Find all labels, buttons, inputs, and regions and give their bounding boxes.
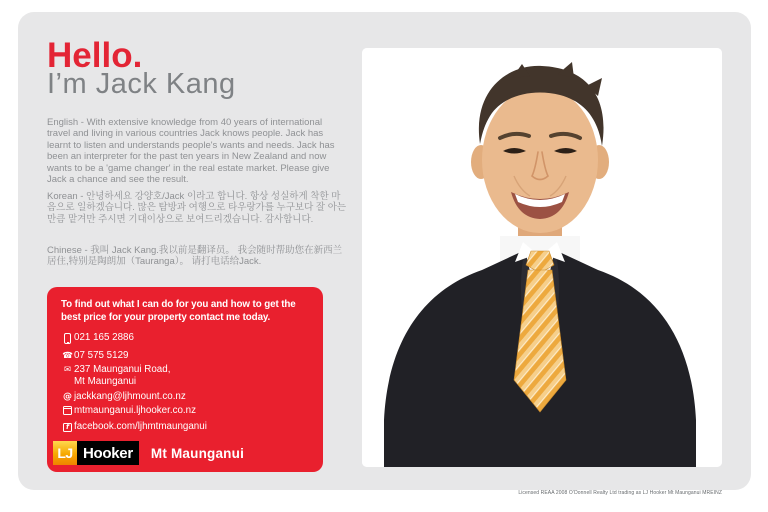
profile-panel — [18, 12, 751, 490]
contact-heading: To find out what I can do for you and how to get the best price for your property contact me today. — [61, 299, 296, 323]
logo-hooker-box: Hooker — [77, 441, 139, 465]
greeting-heading: Hello. — [47, 36, 143, 75]
contact-row-website — [61, 405, 310, 420]
mail-icon: ✉ — [63, 365, 72, 376]
logo-lj-square: LJ — [53, 441, 77, 465]
license-disclaimer: Licensed REAA 2008 O’Donnell Realty Ltd trading as LJ Hooker Mt Maunganui MREINZ — [518, 490, 722, 496]
contact-card — [47, 287, 323, 472]
email-address[interactable]: jackkang@ljhmount.co.nz — [74, 390, 186, 402]
phone-number[interactable]: 07 575 5129 — [74, 350, 129, 362]
website-url[interactable]: mtmaunganui.ljhooker.co.nz — [74, 404, 196, 416]
phone-icon: ☎ — [62, 351, 73, 362]
office-name: Mt Maunganui — [150, 445, 245, 461]
address-line-1: 237 Maunganui Road, — [74, 364, 171, 376]
website-icon — [61, 405, 74, 420]
agent-portrait-illustration — [362, 48, 722, 467]
bio-korean: Korean - 안녕하세요 강양호/Jack 이라고 합니다. 항상 성실하게 착한 마음으로 일하겠습니다. 많은 탐방과 여행으로 타우랑가를 누구보다 잘 아는 만큼 맡겨만 주시면 기대이상으로 보여드리겠습니다. 감사합니다. — [47, 190, 347, 225]
contact-row-mobile — [61, 332, 310, 348]
bio-english: English - With extensive knowledge from 40 years of international travel and living in various countries Jack knows people. Jack has learnt to listen and understands people's wants and needs. Jack has been an interpreter for the past ten years in New Zealand and now wants to be a 'game changer' in the real estate market. Please give Jack a chance and see the result. — [47, 116, 335, 186]
address-line-2: Mt Maunganui — [74, 376, 137, 388]
at-icon: @ — [63, 391, 72, 402]
facebook-icon: f — [61, 421, 74, 433]
contact-row-facebook — [61, 421, 310, 433]
contact-row-phone — [61, 350, 310, 362]
contact-list — [61, 332, 310, 433]
mobile-number[interactable]: 021 165 2886 — [74, 332, 134, 343]
contact-row-address — [61, 364, 310, 388]
ljhooker-logo[interactable] — [53, 441, 244, 465]
agent-name: I’m Jack Kang — [47, 68, 236, 100]
mobile-icon — [61, 332, 74, 348]
agent-photo — [362, 48, 722, 467]
bio-chinese: Chinese - 我叫 Jack Kang.我以前是翻译员。 我会随时帮助您在新西兰居住,特别是陶朗加（Tauranga）。 请打电话给Jack. — [47, 244, 343, 268]
facebook-url[interactable]: facebook.com/ljhmtmaunganui — [74, 421, 207, 433]
contact-row-email — [61, 391, 310, 403]
